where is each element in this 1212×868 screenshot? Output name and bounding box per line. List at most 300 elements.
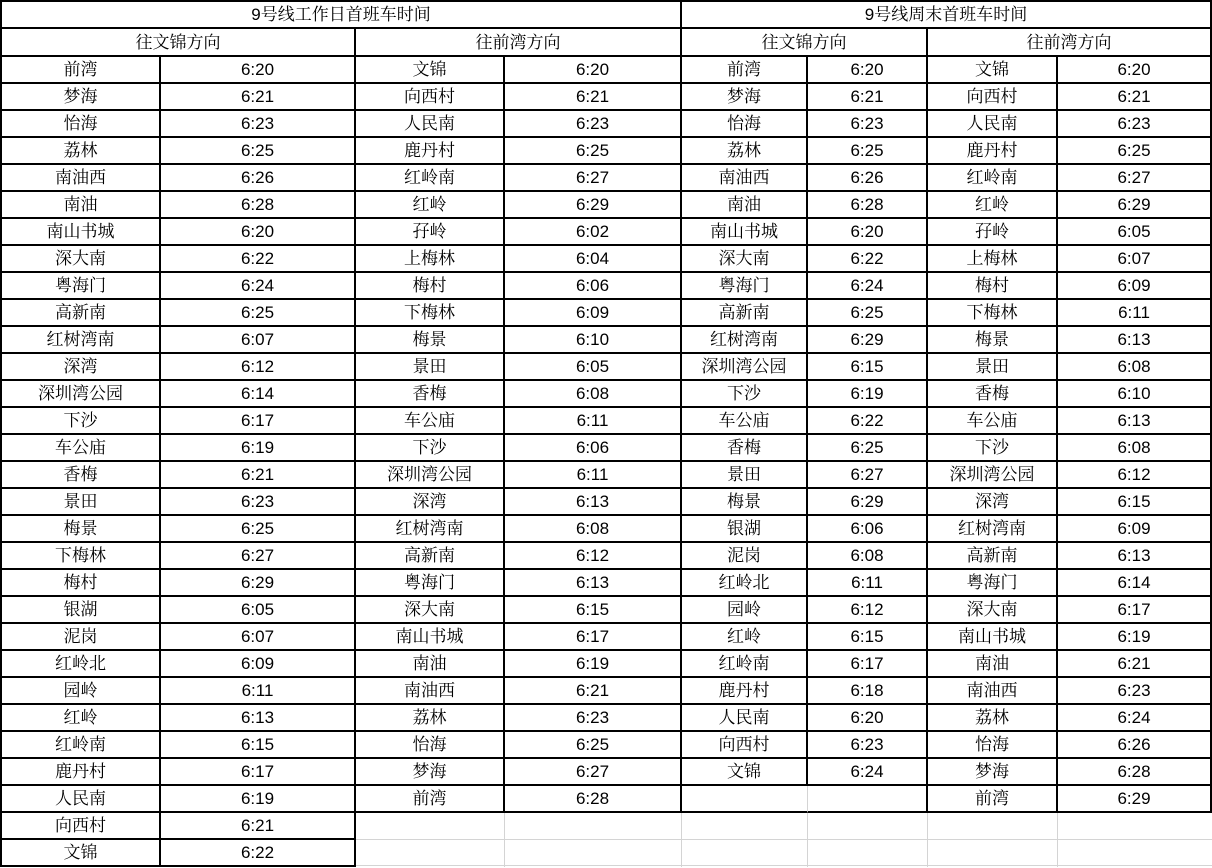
station-cell[interactable]: 下梅林 — [356, 300, 505, 327]
time-cell[interactable]: 6:19 — [161, 435, 356, 462]
station-cell[interactable]: 深圳湾公园 — [928, 462, 1058, 489]
time-cell[interactable]: 6:23 — [808, 111, 928, 138]
table-row — [2, 732, 356, 759]
table-row — [682, 624, 928, 651]
time-cell[interactable]: 6:25 — [1058, 138, 1212, 165]
station-cell[interactable]: 粤海门 — [928, 570, 1058, 597]
station-cell[interactable]: 下沙 — [2, 408, 161, 435]
station-cell[interactable]: 红岭 — [2, 705, 161, 732]
time-cell[interactable]: 6:15 — [1058, 489, 1212, 516]
station-cell[interactable]: 园岭 — [2, 678, 161, 705]
station-cell[interactable]: 泥岗 — [2, 624, 161, 651]
time-cell[interactable]: 6:21 — [1058, 84, 1212, 111]
time-cell[interactable]: 6:20 — [505, 57, 682, 84]
table-row — [928, 84, 1212, 111]
station-cell[interactable]: 文锦 — [928, 57, 1058, 84]
time-cell[interactable]: 6:11 — [808, 570, 928, 597]
station-cell[interactable]: 深大南 — [2, 246, 161, 273]
table-row — [928, 219, 1212, 246]
time-cell[interactable]: 6:25 — [161, 516, 356, 543]
time-cell[interactable]: 6:12 — [808, 597, 928, 624]
station-cell[interactable]: 南山书城 — [356, 624, 505, 651]
table-row — [682, 732, 928, 759]
table-row — [356, 354, 682, 381]
station-cell[interactable]: 红岭南 — [356, 165, 505, 192]
time-cell[interactable]: 6:05 — [505, 354, 682, 381]
station-cell[interactable]: 前湾 — [2, 57, 161, 84]
weekend-to-wenjin-table — [680, 55, 928, 813]
time-cell[interactable]: 6:05 — [1058, 219, 1212, 246]
time-cell[interactable]: 6:23 — [1058, 111, 1212, 138]
station-cell[interactable]: 前湾 — [682, 57, 808, 84]
time-cell[interactable]: 6:17 — [1058, 597, 1212, 624]
table-row — [682, 516, 928, 543]
station-cell[interactable]: 梅景 — [2, 516, 161, 543]
time-cell[interactable]: 6:29 — [1058, 192, 1212, 219]
time-cell[interactable]: 6:15 — [808, 354, 928, 381]
station-cell[interactable]: 车公庙 — [2, 435, 161, 462]
time-cell[interactable]: 6:21 — [161, 462, 356, 489]
time-cell[interactable]: 6:29 — [1058, 786, 1212, 813]
weekend-to-wenjin-header[interactable]: 往文锦方向 — [680, 27, 928, 57]
station-cell[interactable]: 景田 — [928, 354, 1058, 381]
table-row — [928, 624, 1212, 651]
station-cell[interactable]: 深大南 — [356, 597, 505, 624]
time-cell[interactable]: 6:13 — [505, 570, 682, 597]
station-cell[interactable]: 南山书城 — [682, 219, 808, 246]
station-cell[interactable]: 红树湾南 — [356, 516, 505, 543]
station-cell[interactable]: 前湾 — [356, 786, 505, 813]
time-cell[interactable]: 6:04 — [505, 246, 682, 273]
station-cell[interactable]: 深大南 — [928, 597, 1058, 624]
time-cell[interactable]: 6:19 — [161, 786, 356, 813]
time-cell[interactable]: 6:02 — [505, 219, 682, 246]
time-cell[interactable]: 6:14 — [161, 381, 356, 408]
gridline — [927, 813, 928, 867]
station-cell[interactable]: 泥岗 — [682, 543, 808, 570]
station-cell[interactable]: 鹿丹村 — [682, 678, 808, 705]
time-cell[interactable]: 6:10 — [1058, 381, 1212, 408]
station-cell[interactable]: 粤海门 — [2, 273, 161, 300]
station-cell[interactable]: 红树湾南 — [2, 327, 161, 354]
station-cell[interactable]: 粤海门 — [356, 570, 505, 597]
table-row — [2, 651, 356, 678]
time-cell[interactable]: 6:12 — [1058, 462, 1212, 489]
time-cell[interactable]: 6:07 — [161, 624, 356, 651]
time-cell[interactable]: 6:25 — [505, 138, 682, 165]
gridline — [681, 813, 682, 867]
station-cell[interactable]: 高新南 — [928, 543, 1058, 570]
table-row — [928, 246, 1212, 273]
station-cell[interactable]: 深圳湾公园 — [356, 462, 505, 489]
station-cell[interactable]: 鹿丹村 — [2, 759, 161, 786]
table-row — [928, 300, 1212, 327]
station-cell[interactable]: 南油 — [356, 651, 505, 678]
table-row — [2, 624, 356, 651]
station-cell[interactable]: 香梅 — [682, 435, 808, 462]
time-cell[interactable]: 6:17 — [161, 759, 356, 786]
time-cell[interactable]: 6:21 — [505, 678, 682, 705]
station-cell[interactable]: 梅景 — [928, 327, 1058, 354]
table-row — [682, 462, 928, 489]
time-cell[interactable]: 6:20 — [1058, 57, 1212, 84]
time-cell[interactable]: 6:24 — [808, 273, 928, 300]
station-cell[interactable]: 景田 — [2, 489, 161, 516]
station-cell[interactable]: 荔林 — [682, 138, 808, 165]
time-cell[interactable]: 6:25 — [161, 300, 356, 327]
station-cell[interactable]: 怡海 — [2, 111, 161, 138]
station-cell[interactable]: 梅村 — [2, 570, 161, 597]
time-cell[interactable]: 6:23 — [161, 111, 356, 138]
station-cell[interactable]: 红树湾南 — [682, 327, 808, 354]
time-cell[interactable]: 6:07 — [161, 327, 356, 354]
time-cell[interactable]: 6:11 — [505, 408, 682, 435]
station-cell[interactable]: 梦海 — [928, 759, 1058, 786]
station-cell[interactable]: 红岭北 — [682, 570, 808, 597]
station-cell[interactable]: 红岭南 — [2, 732, 161, 759]
time-cell[interactable]: 6:20 — [808, 57, 928, 84]
time-cell[interactable]: 6:14 — [1058, 570, 1212, 597]
table-row — [682, 408, 928, 435]
time-cell[interactable]: 6:24 — [808, 759, 928, 786]
time-cell[interactable]: 6:07 — [1058, 246, 1212, 273]
station-cell[interactable]: 荔林 — [2, 138, 161, 165]
table-row — [2, 381, 356, 408]
station-cell[interactable]: 香梅 — [2, 462, 161, 489]
table-row — [356, 219, 682, 246]
time-cell[interactable]: 6:10 — [505, 327, 682, 354]
station-cell[interactable]: 园岭 — [682, 597, 808, 624]
station-cell[interactable]: 香梅 — [928, 381, 1058, 408]
table-row — [2, 192, 356, 219]
station-cell[interactable]: 南油西 — [928, 678, 1058, 705]
table-row — [928, 759, 1212, 786]
station-cell[interactable]: 高新南 — [2, 300, 161, 327]
table-row — [2, 786, 356, 813]
station-cell[interactable]: 南山书城 — [2, 219, 161, 246]
time-cell[interactable]: 6:13 — [1058, 327, 1212, 354]
station-cell[interactable]: 红岭南 — [928, 165, 1058, 192]
time-cell[interactable]: 6:21 — [161, 813, 356, 840]
station-cell[interactable]: 向西村 — [928, 84, 1058, 111]
table-row — [928, 381, 1212, 408]
station-cell[interactable]: 鹿丹村 — [928, 138, 1058, 165]
table-row — [2, 759, 356, 786]
time-cell[interactable]: 6:28 — [505, 786, 682, 813]
station-cell[interactable]: 梅村 — [928, 273, 1058, 300]
table-row — [682, 354, 928, 381]
time-cell[interactable]: 6:27 — [505, 165, 682, 192]
gridline — [356, 839, 1212, 840]
time-cell[interactable]: 6:25 — [505, 732, 682, 759]
time-cell[interactable]: 6:09 — [505, 300, 682, 327]
table-row — [2, 597, 356, 624]
time-cell[interactable]: 6:25 — [808, 138, 928, 165]
time-cell[interactable]: 6:28 — [1058, 759, 1212, 786]
station-cell[interactable]: 南油西 — [682, 165, 808, 192]
weekday-to-qianwan-table — [354, 55, 682, 813]
time-cell[interactable]: 6:20 — [808, 705, 928, 732]
station-cell[interactable]: 文锦 — [356, 57, 505, 84]
station-cell[interactable]: 景田 — [356, 354, 505, 381]
station-cell[interactable]: 人民南 — [2, 786, 161, 813]
table-row — [356, 543, 682, 570]
table-row — [682, 300, 928, 327]
time-cell[interactable]: 6:28 — [808, 192, 928, 219]
station-cell[interactable]: 红岭 — [928, 192, 1058, 219]
table-row — [682, 111, 928, 138]
time-cell[interactable]: 6:11 — [505, 462, 682, 489]
station-cell[interactable]: 怡海 — [928, 732, 1058, 759]
time-cell[interactable]: 6:27 — [505, 759, 682, 786]
station-cell[interactable]: 梅村 — [356, 273, 505, 300]
weekday-to-qianwan-header[interactable]: 往前湾方向 — [354, 27, 682, 57]
table-row — [928, 192, 1212, 219]
station-cell[interactable]: 下沙 — [356, 435, 505, 462]
station-cell[interactable]: 下沙 — [682, 381, 808, 408]
time-cell[interactable]: 6:15 — [161, 732, 356, 759]
time-cell[interactable]: 6:08 — [1058, 354, 1212, 381]
station-cell[interactable]: 红岭南 — [682, 651, 808, 678]
time-cell[interactable]: 6:08 — [505, 381, 682, 408]
time-cell[interactable]: 6:21 — [161, 84, 356, 111]
station-cell[interactable]: 文锦 — [2, 840, 161, 867]
empty-time-cell[interactable] — [808, 786, 928, 813]
station-cell[interactable]: 向西村 — [682, 732, 808, 759]
station-cell[interactable]: 南油 — [682, 192, 808, 219]
station-cell[interactable]: 高新南 — [356, 543, 505, 570]
table-row — [356, 705, 682, 732]
station-cell[interactable]: 梦海 — [682, 84, 808, 111]
station-cell[interactable]: 南油西 — [2, 165, 161, 192]
station-cell[interactable]: 红树湾南 — [928, 516, 1058, 543]
station-cell[interactable]: 上梅林 — [928, 246, 1058, 273]
time-cell[interactable]: 6:17 — [505, 624, 682, 651]
time-cell[interactable]: 6:20 — [808, 219, 928, 246]
station-cell[interactable]: 深大南 — [682, 246, 808, 273]
weekend-table-title[interactable]: 9号线周末首班车时间 — [680, 0, 1212, 29]
table-row — [356, 84, 682, 111]
time-cell[interactable]: 6:22 — [808, 408, 928, 435]
time-cell[interactable]: 6:25 — [808, 435, 928, 462]
time-cell[interactable]: 6:29 — [505, 192, 682, 219]
station-cell[interactable]: 文锦 — [682, 759, 808, 786]
station-cell[interactable]: 银湖 — [682, 516, 808, 543]
station-cell[interactable]: 车公庙 — [928, 408, 1058, 435]
time-cell[interactable]: 6:13 — [1058, 408, 1212, 435]
time-cell[interactable]: 6:23 — [505, 111, 682, 138]
time-cell[interactable]: 6:13 — [505, 489, 682, 516]
time-cell[interactable]: 6:23 — [1058, 678, 1212, 705]
table-row — [356, 192, 682, 219]
table-row — [356, 462, 682, 489]
table-row — [928, 705, 1212, 732]
station-cell[interactable]: 红岭北 — [2, 651, 161, 678]
station-cell[interactable]: 向西村 — [356, 84, 505, 111]
time-cell[interactable]: 6:11 — [161, 678, 356, 705]
station-cell[interactable]: 荔林 — [356, 705, 505, 732]
station-cell[interactable]: 车公庙 — [682, 408, 808, 435]
time-cell[interactable]: 6:09 — [1058, 273, 1212, 300]
station-cell[interactable]: 深圳湾公园 — [682, 354, 808, 381]
time-cell[interactable]: 6:17 — [161, 408, 356, 435]
station-cell[interactable]: 前湾 — [928, 786, 1058, 813]
time-cell[interactable]: 6:23 — [505, 705, 682, 732]
table-row — [2, 840, 356, 867]
time-cell[interactable]: 6:09 — [1058, 516, 1212, 543]
station-cell[interactable]: 红岭 — [682, 624, 808, 651]
station-cell[interactable]: 上梅林 — [356, 246, 505, 273]
table-row — [682, 84, 928, 111]
time-cell[interactable]: 6:12 — [505, 543, 682, 570]
time-cell[interactable]: 6:18 — [808, 678, 928, 705]
time-cell[interactable]: 6:13 — [1058, 543, 1212, 570]
time-cell[interactable]: 6:21 — [808, 84, 928, 111]
time-cell[interactable]: 6:08 — [505, 516, 682, 543]
time-cell[interactable]: 6:17 — [808, 651, 928, 678]
table-row — [2, 570, 356, 597]
station-cell[interactable]: 荔林 — [928, 705, 1058, 732]
table-row — [2, 219, 356, 246]
table-row — [2, 543, 356, 570]
table-row — [2, 354, 356, 381]
station-cell[interactable]: 粤海门 — [682, 273, 808, 300]
station-cell[interactable]: 深湾 — [2, 354, 161, 381]
station-cell[interactable]: 南油 — [928, 651, 1058, 678]
table-row — [682, 543, 928, 570]
station-cell[interactable]: 南山书城 — [928, 624, 1058, 651]
time-cell[interactable]: 6:09 — [161, 651, 356, 678]
table-row — [928, 543, 1212, 570]
time-cell[interactable]: 6:27 — [1058, 165, 1212, 192]
table-row — [356, 300, 682, 327]
station-cell[interactable]: 向西村 — [2, 813, 161, 840]
time-cell[interactable]: 6:23 — [808, 732, 928, 759]
time-cell[interactable]: 6:27 — [161, 543, 356, 570]
station-cell[interactable]: 梅景 — [356, 327, 505, 354]
table-row — [928, 408, 1212, 435]
station-cell[interactable]: 南油西 — [356, 678, 505, 705]
table-row — [356, 597, 682, 624]
station-cell[interactable]: 梦海 — [2, 84, 161, 111]
weekday-to-wenjin-header[interactable]: 往文锦方向 — [0, 27, 356, 57]
station-cell[interactable]: 南油 — [2, 192, 161, 219]
station-cell[interactable]: 景田 — [682, 462, 808, 489]
time-cell[interactable]: 6:25 — [808, 300, 928, 327]
time-cell[interactable]: 6:20 — [161, 219, 356, 246]
time-cell[interactable]: 6:23 — [161, 489, 356, 516]
table-row — [682, 435, 928, 462]
time-cell[interactable]: 6:22 — [161, 246, 356, 273]
station-cell[interactable]: 深湾 — [928, 489, 1058, 516]
station-cell[interactable]: 怡海 — [682, 111, 808, 138]
time-cell[interactable]: 6:11 — [1058, 300, 1212, 327]
station-cell[interactable]: 怡海 — [356, 732, 505, 759]
station-cell[interactable]: 孖岭 — [356, 219, 505, 246]
station-cell[interactable]: 深圳湾公园 — [2, 381, 161, 408]
table-row — [356, 786, 682, 813]
station-cell[interactable]: 梅景 — [682, 489, 808, 516]
station-cell[interactable]: 人民南 — [682, 705, 808, 732]
time-cell[interactable]: 6:19 — [808, 381, 928, 408]
table-row — [356, 489, 682, 516]
time-cell[interactable]: 6:24 — [1058, 705, 1212, 732]
time-cell[interactable]: 6:24 — [161, 273, 356, 300]
table-row — [356, 138, 682, 165]
time-cell[interactable]: 6:15 — [505, 597, 682, 624]
table-row — [682, 759, 928, 786]
table-row — [682, 570, 928, 597]
time-cell[interactable]: 6:19 — [1058, 624, 1212, 651]
station-cell[interactable]: 下梅林 — [2, 543, 161, 570]
time-cell[interactable]: 6:08 — [808, 543, 928, 570]
table-row — [928, 516, 1212, 543]
time-cell[interactable]: 6:22 — [808, 246, 928, 273]
time-cell[interactable]: 6:12 — [161, 354, 356, 381]
station-cell[interactable]: 人民南 — [356, 111, 505, 138]
gridline — [356, 865, 1212, 866]
time-cell[interactable]: 6:06 — [505, 435, 682, 462]
station-cell[interactable]: 鹿丹村 — [356, 138, 505, 165]
table-row — [2, 705, 356, 732]
station-cell[interactable]: 下沙 — [928, 435, 1058, 462]
table-row — [356, 57, 682, 84]
time-cell[interactable]: 6:27 — [808, 462, 928, 489]
time-cell[interactable]: 6:15 — [808, 624, 928, 651]
table-row — [356, 408, 682, 435]
time-cell[interactable]: 6:29 — [808, 327, 928, 354]
weekend-to-qianwan-header[interactable]: 往前湾方向 — [926, 27, 1212, 57]
time-cell[interactable]: 6:06 — [505, 273, 682, 300]
station-cell[interactable]: 梦海 — [356, 759, 505, 786]
table-row — [2, 273, 356, 300]
time-cell[interactable]: 6:13 — [161, 705, 356, 732]
time-cell[interactable]: 6:29 — [808, 489, 928, 516]
time-cell[interactable]: 6:26 — [808, 165, 928, 192]
time-cell[interactable]: 6:21 — [505, 84, 682, 111]
empty-station-cell[interactable] — [682, 786, 808, 813]
station-cell[interactable]: 下梅林 — [928, 300, 1058, 327]
station-cell[interactable]: 车公庙 — [356, 408, 505, 435]
station-cell[interactable]: 深湾 — [356, 489, 505, 516]
weekday-table-title[interactable]: 9号线工作日首班车时间 — [0, 0, 682, 29]
table-row — [928, 597, 1212, 624]
time-cell[interactable]: 6:29 — [161, 570, 356, 597]
time-cell[interactable]: 6:06 — [808, 516, 928, 543]
time-cell[interactable]: 6:22 — [161, 840, 356, 867]
time-cell[interactable]: 6:26 — [1058, 732, 1212, 759]
station-cell[interactable]: 红岭 — [356, 192, 505, 219]
station-cell[interactable]: 高新南 — [682, 300, 808, 327]
time-cell[interactable]: 6:26 — [161, 165, 356, 192]
table-row — [356, 651, 682, 678]
time-cell[interactable]: 6:08 — [1058, 435, 1212, 462]
time-cell[interactable]: 6:20 — [161, 57, 356, 84]
time-cell[interactable]: 6:05 — [161, 597, 356, 624]
station-cell[interactable]: 孖岭 — [928, 219, 1058, 246]
time-cell[interactable]: 6:21 — [1058, 651, 1212, 678]
table-row — [356, 570, 682, 597]
time-cell[interactable]: 6:25 — [161, 138, 356, 165]
station-cell[interactable]: 银湖 — [2, 597, 161, 624]
table-row — [356, 516, 682, 543]
station-cell[interactable]: 香梅 — [356, 381, 505, 408]
station-cell[interactable]: 人民南 — [928, 111, 1058, 138]
time-cell[interactable]: 6:28 — [161, 192, 356, 219]
table-row — [928, 111, 1212, 138]
time-cell[interactable]: 6:19 — [505, 651, 682, 678]
table-row — [2, 489, 356, 516]
